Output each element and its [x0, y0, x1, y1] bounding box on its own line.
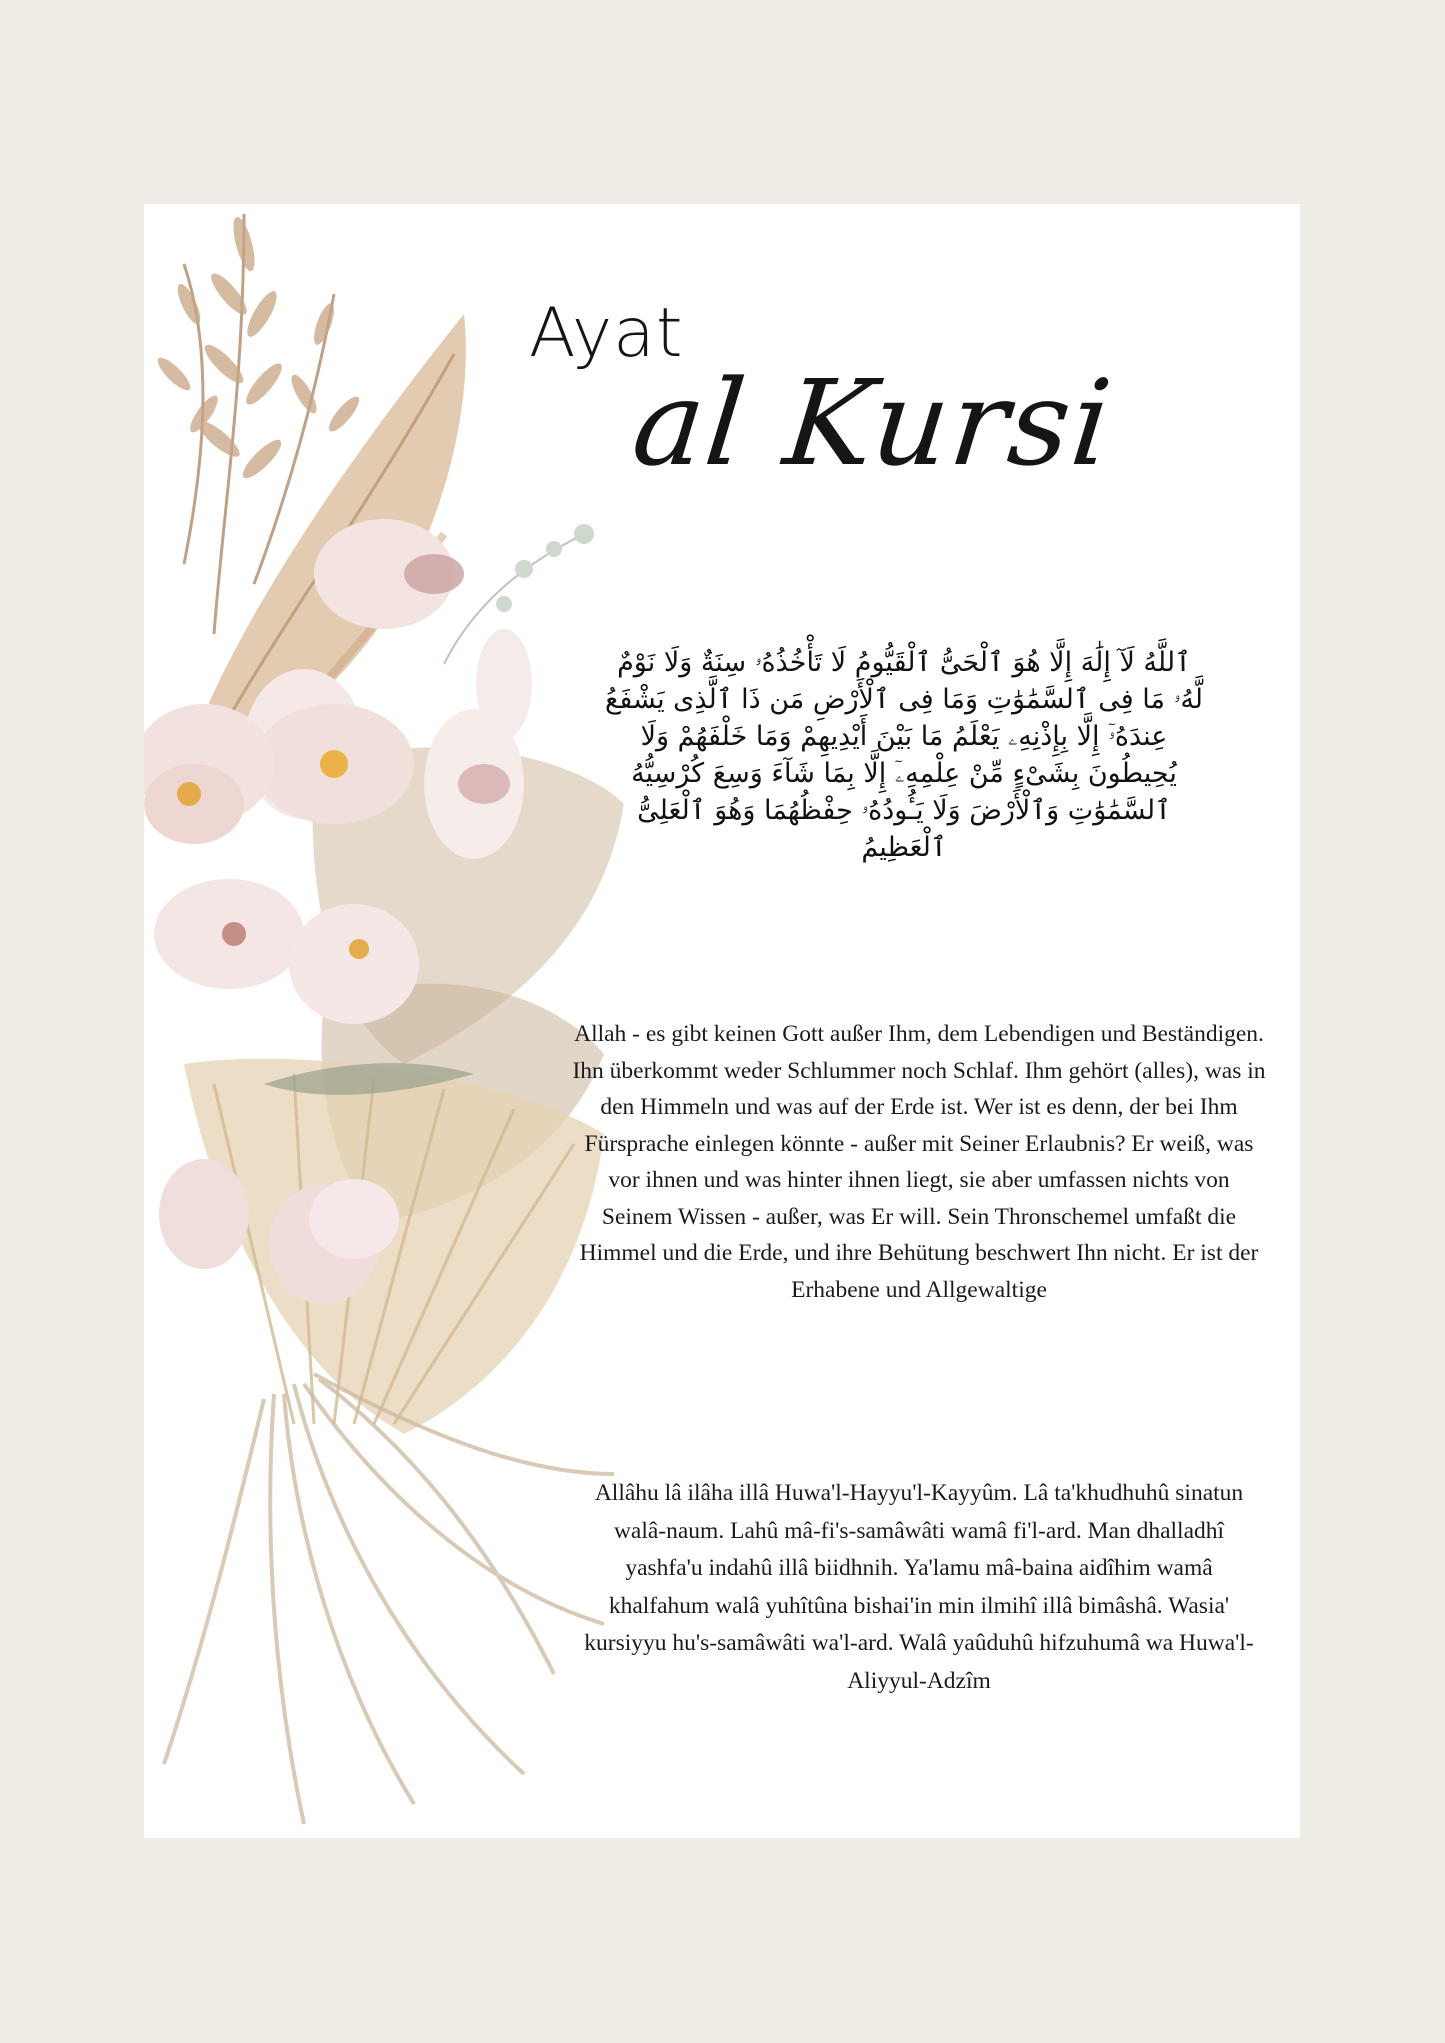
title-ayat: Ayat — [529, 294, 684, 373]
title-al-kursi: al Kursi — [626, 354, 1120, 492]
poster-card — [144, 204, 1300, 1838]
transliteration-text: Allâhu lâ ilâha illâ Huwa'l-Hayyu'l-Kayyûm. Lâ ta'khudhuhû sinatun walâ-naum. Lahû mâ-fi's-samâwâti wamâ fi'l-ard. Man dhalladhî yashfa'u indahû illâ biidhnih. Ya'lamu mâ-baina aidîhim wamâ khalfahum walâ yuhîtûna bishai'in min ilmihî illâ bimâshâ. Wasia' kursiyyu hu's-samâwâti wa'l-ard. Walâ yaûduhû hifzuhumâ wa Huwa'l-Aliyyul-Adzîm — [584, 1480, 1254, 1694]
arabic-verse-text: ٱللَّهُ لَآ إِلَٰهَ إِلَّا هُوَ ٱلْحَىُّ ٱلْقَيُّومُ لَا تَأْخُذُهُۥ سِنَةٌ وَلَا نَوْمٌ لَّهُۥ مَا فِى ٱلسَّمَٰوَٰتِ وَمَا فِى ٱلْأَرْضِ مَن ذَا ٱلَّذِى يَشْفَعُ عِندَهُۥٓ إِلَّا بِإِذْنِهِۦ يَعْلَمُ مَا بَيْنَ أَيْدِيهِمْ وَمَا خَلْفَهُمْ وَلَا يُحِيطُونَ بِشَىْءٍ مِّنْ عِلْمِهِۦٓ إِلَّا بِمَا شَآءَ وَسِعَ كُرْسِيُّهُ ٱلسَّمَٰوَٰتِ وَٱلْأَرْضَ وَلَا يَـُٔودُهُۥ حِفْظُهُمَا وَهُوَ ٱلْعَلِىُّ ٱلْعَظِيمُ — [604, 647, 1204, 863]
german-translation-text: Allah - es gibt keinen Gott außer Ihm, dem Lebendigen und Beständigen. Ihn überkommt weder Schlummer noch Schlaf. Ihm gehört (alles), was in den Himmeln und was auf der Erde ist. Wer ist es denn, der bei Ihm Fürsprache einlegen könnte - außer mit Seiner Erlaubnis? Er weiß, was vor ihnen und was hinter ihnen liegt, sie aber umfassen nichts von Seinem Wissen - außer, was Er will. Sein Thronschemel umfaßt die Himmel und die Erde, und ihre Behütung beschwert Ihn nicht. Er ist der Erhabene und Allgewaltige — [572, 1021, 1266, 1303]
